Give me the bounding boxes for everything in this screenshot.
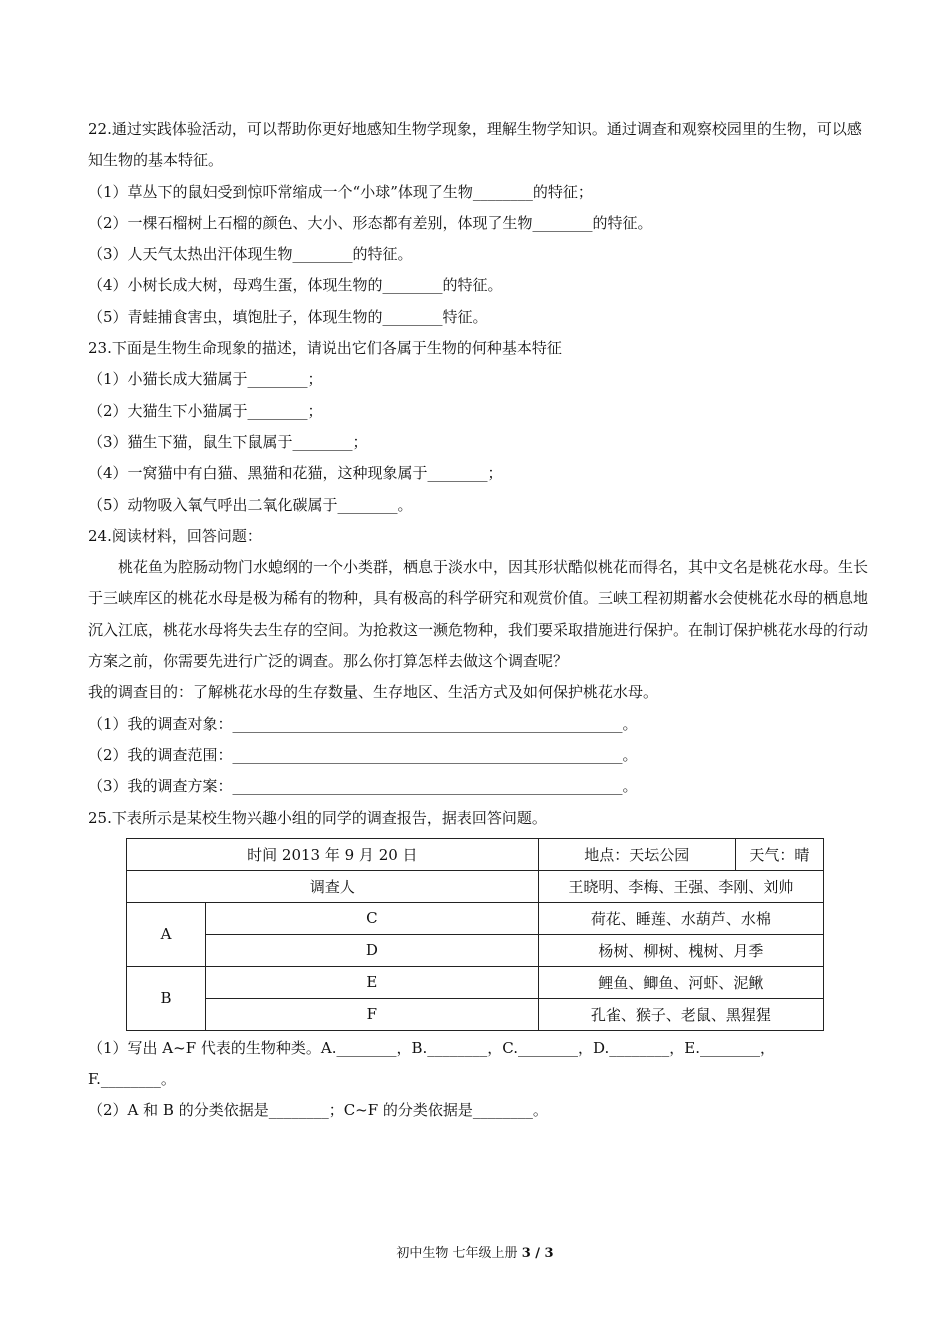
survey-weather: 天气：晴 [735, 838, 823, 870]
subgroup-label-f: F [206, 998, 539, 1030]
page-number: 3 / 3 [521, 1246, 554, 1261]
q22-item-5: （5）青蛙捕食害虫，填饱肚子，体现生物的________特征。 [88, 307, 488, 326]
q23-item-1: （1）小猫长成大猫属于________； [88, 370, 323, 389]
q25-item-2: （2）A 和 B 的分类依据是________；C~F 的分类依据是________。 [88, 1101, 548, 1120]
q22-item-2: （2）一棵石榴树上石榴的颜色、大小、形态都有差别，体现了生物________的特征。 [88, 213, 653, 232]
subgroup-label-e: E [206, 966, 539, 998]
survey-place: 地点：天坛公园 [538, 838, 735, 870]
q23-item-2: （2）大猫生下小猫属于________； [88, 401, 323, 420]
q25-item-1: （1）写出 A~F 代表的生物种类。A.________，B.________，C.________，D.________，E.________， [88, 1038, 775, 1057]
q22-stem: 22.通过实践体验活动，可以帮助你更好地感知生物学现象，理解生物学知识。通过调查和观察校园里的生物，可以感知生物的基本特征。 [88, 120, 862, 170]
page-footer [0, 1242, 950, 1261]
q25-stem: 25.下表所示是某校生物兴趣小组的同学的调查报告，据表回答问题。 [88, 808, 547, 827]
survey-table [126, 838, 824, 1031]
q24-item-2: （2）我的调查范围：____________________________________________________。 [88, 745, 638, 764]
table-row [127, 838, 824, 870]
q23-item-4: （4）一窝猫中有白猫、黑猫和花猫，这种现象属于________； [88, 464, 503, 483]
table-row [127, 870, 824, 902]
exam-page [88, 114, 868, 1127]
q22-item-1: （1）草丛下的鼠妇受到惊吓常缩成一个“小球”体现了生物________的特征； [88, 182, 593, 201]
q22-item-3: （3）人天气太热出汗体现生物________的特征。 [88, 245, 413, 264]
table-row [127, 902, 824, 934]
group-label-a: A [127, 902, 206, 966]
group-label-b: B [127, 966, 206, 1030]
subgroup-content-d: 杨树、柳树、槐树、月季 [538, 934, 823, 966]
subgroup-content-c: 荷花、睡莲、水葫芦、水棉 [538, 902, 823, 934]
q22-item-4: （4）小树长成大树，母鸡生蛋，体现生物的________的特征。 [88, 276, 503, 295]
investigator-label: 调查人 [127, 870, 539, 902]
table-row [127, 934, 824, 966]
q23-stem: 23.下面是生物生命现象的描述，请说出它们各属于生物的何种基本特征 [88, 339, 562, 358]
investigator-names: 王晓明、李梅、王强、李刚、刘帅 [538, 870, 823, 902]
subgroup-label-c: C [206, 902, 539, 934]
table-row [127, 966, 824, 998]
survey-time: 时间 2013 年 9 月 20 日 [127, 838, 539, 870]
subgroup-content-e: 鲤鱼、鲫鱼、河虾、泥鳅 [538, 966, 823, 998]
q23-item-3: （3）猫生下猫，鼠生下鼠属于________； [88, 432, 368, 451]
q24-stem: 24.阅读材料，回答问题： [88, 526, 262, 545]
footer-text: 初中生物 七年级上册 [396, 1246, 522, 1261]
q24-item-1: （1）我的调查对象：____________________________________________________。 [88, 714, 638, 733]
subgroup-label-d: D [206, 934, 539, 966]
q24-passage: 桃花鱼为腔肠动物门水螅纲的一个小类群，栖息于淡水中，因其形状酷似桃花而得名，其中文名是桃花水母。生长于三峡库区的桃花水母是极为稀有的物种，具有极高的科学研究和观赏价值。三峡工程初期蓄水会使桃花水母的栖息地沉入江底，桃花水母将失去生存的空间。为抢救这一濒危物种，我们要采取措施进行保护。在制订保护桃花水母的行动方案之前，你需要先进行广泛的调查。那么你打算怎样去做这个调查呢？ [88, 558, 869, 671]
q24-purpose: 我的调查目的：了解桃花水母的生存数量、生存地区、生活方式及如何保护桃花水母。 [88, 683, 659, 702]
table-row [127, 998, 824, 1030]
q25-item-1-cont: F.________。 [88, 1070, 176, 1089]
q24-item-3: （3）我的调查方案：____________________________________________________。 [88, 777, 638, 796]
q23-item-5: （5）动物吸入氧气呼出二氧化碳属于________。 [88, 495, 413, 514]
subgroup-content-f: 孔雀、猴子、老鼠、黑猩猩 [538, 998, 823, 1030]
